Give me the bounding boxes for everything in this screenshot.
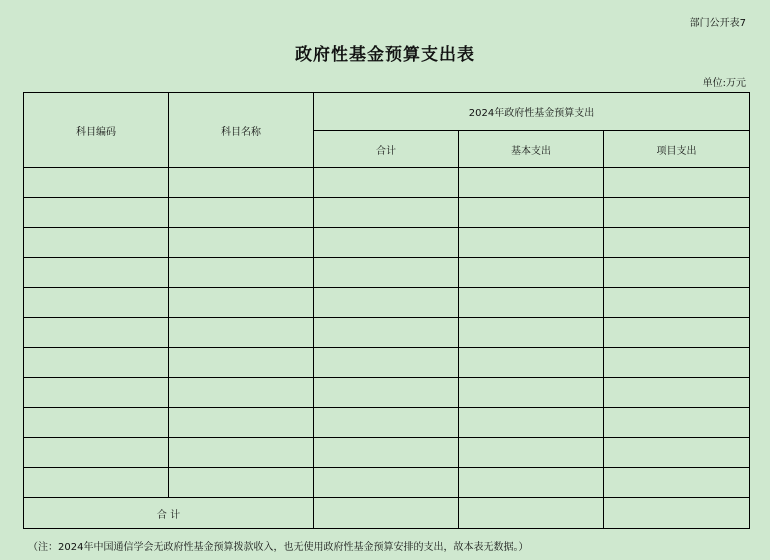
table-cell: [459, 348, 604, 378]
table-cell: [314, 168, 459, 198]
table-cell: [459, 468, 604, 498]
page-title: 政府性基金预算支出表: [295, 45, 475, 65]
table-cell: [459, 408, 604, 438]
table-row: [24, 258, 750, 288]
table-cell: [314, 378, 459, 408]
table-cell: [169, 438, 314, 468]
budget-table: [23, 92, 750, 529]
table-cell: [604, 258, 750, 288]
basic-total-cell: [459, 498, 604, 529]
table-cell: [169, 198, 314, 228]
footnote: （注：2024年中国通信学会无政府性基金预算拨款收入，也无使用政府性基金预算安排的支出，故本表无数据。）: [28, 542, 529, 553]
table-cell: [604, 228, 750, 258]
table-row: [24, 468, 750, 498]
col-header-basic: 基本支出: [459, 131, 604, 168]
table-row: [24, 288, 750, 318]
table-cell: [314, 288, 459, 318]
table-cell: [24, 198, 169, 228]
table-cell: [24, 318, 169, 348]
table-cell: [169, 468, 314, 498]
table-row: [24, 228, 750, 258]
table-cell: [459, 288, 604, 318]
project-total-cell: [604, 498, 750, 529]
table-cell: [24, 288, 169, 318]
table-row: [24, 198, 750, 228]
col-header-group: 2024年政府性基金预算支出: [314, 93, 750, 131]
table-cell: [24, 408, 169, 438]
table-cell: [24, 228, 169, 258]
table-cell: [604, 468, 750, 498]
table-row: [24, 438, 750, 468]
table-cell: [24, 378, 169, 408]
table-cell: [169, 378, 314, 408]
table-cell: [24, 438, 169, 468]
table-cell: [459, 168, 604, 198]
table-row: [24, 348, 750, 378]
table-row: [24, 168, 750, 198]
table-cell: [314, 198, 459, 228]
unit-label: 单位:万元: [702, 78, 746, 89]
col-header-total: 合计: [314, 131, 459, 168]
table-cell: [169, 168, 314, 198]
table-cell: [459, 378, 604, 408]
table-cell: [459, 318, 604, 348]
table-cell: [604, 288, 750, 318]
table-cell: [459, 258, 604, 288]
table-cell: [169, 258, 314, 288]
table-cell: [314, 438, 459, 468]
col-header-project: 项目支出: [604, 131, 750, 168]
header-row-1: [24, 93, 750, 131]
table-row: [24, 378, 750, 408]
form-number: 部门公开表7: [689, 18, 746, 29]
table-cell: [459, 438, 604, 468]
table-row: [24, 318, 750, 348]
table-cell: [314, 408, 459, 438]
table-cell: [604, 438, 750, 468]
table-cell: [604, 318, 750, 348]
table-cell: [314, 468, 459, 498]
table-cell: [604, 198, 750, 228]
total-cell: [314, 498, 459, 529]
table-cell: [169, 408, 314, 438]
table-cell: [604, 168, 750, 198]
table-cell: [169, 318, 314, 348]
table-row: [24, 408, 750, 438]
table-cell: [24, 168, 169, 198]
table-cell: [24, 258, 169, 288]
table-cell: [604, 348, 750, 378]
table-cell: [604, 378, 750, 408]
total-row: [24, 498, 750, 529]
col-header-code: 科目编码: [24, 93, 169, 168]
table-cell: [24, 468, 169, 498]
table-cell: [169, 288, 314, 318]
table-cell: [169, 228, 314, 258]
table-cell: [314, 258, 459, 288]
table-cell: [459, 198, 604, 228]
table-cell: [24, 348, 169, 378]
total-label: 合 计: [24, 498, 314, 529]
table-cell: [169, 348, 314, 378]
col-header-name: 科目名称: [169, 93, 314, 168]
table-cell: [314, 348, 459, 378]
table-cell: [314, 228, 459, 258]
table-cell: [459, 228, 604, 258]
table-cell: [314, 318, 459, 348]
table-cell: [604, 408, 750, 438]
